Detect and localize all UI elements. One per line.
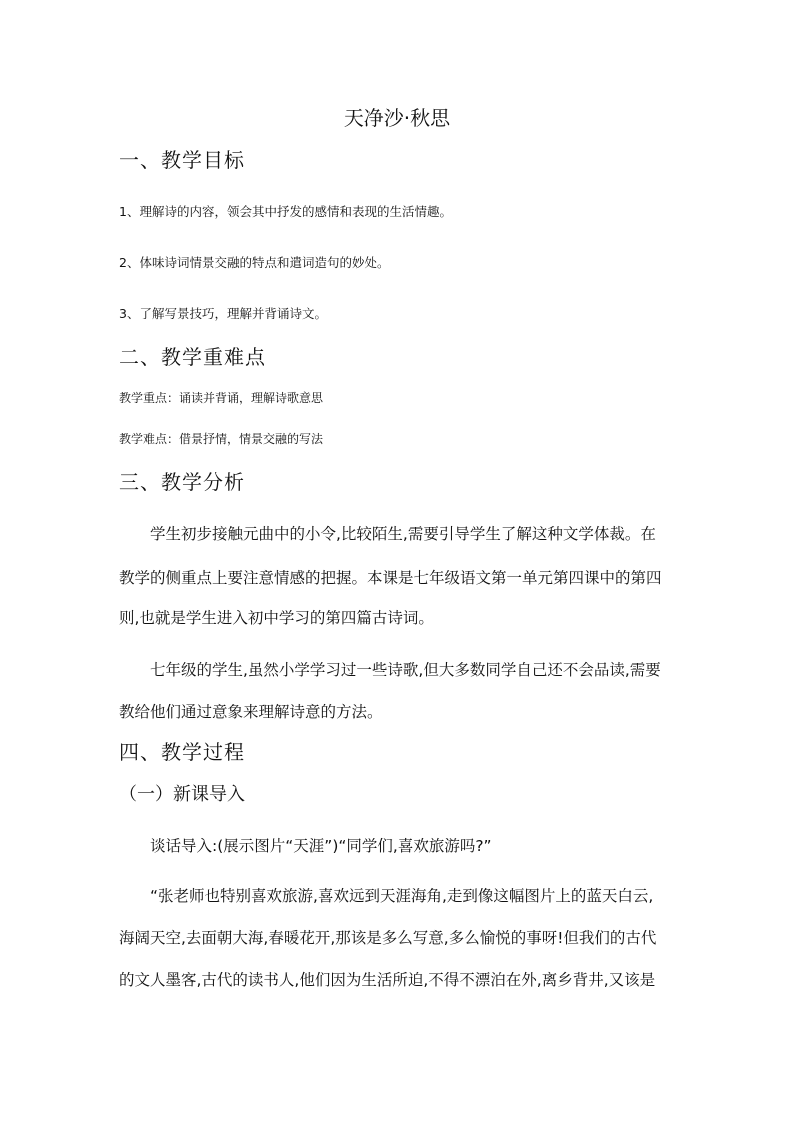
analysis-paragraph-line: 教学的侧重点上要注意情感的把握。本课是七年级语文第一单元第四课中的第四	[119, 569, 662, 587]
document-title: 天净沙·秋思	[343, 106, 451, 130]
section-heading-objectives: 一、教学目标	[119, 148, 245, 172]
subsection-heading-intro: （一）新课导入	[119, 784, 245, 805]
analysis-paragraph-line: 七年级的学生,虽然小学学习过一些诗歌,但大多数同学自己还不会品读,需要	[150, 661, 661, 679]
objective-item: 2、体味诗词情景交融的特点和遣词造句的妙处。	[119, 255, 390, 270]
process-paragraph-line: 的文人墨客,古代的读书人,他们因为生活所迫,不得不漂泊在外,离乡背井,又该是	[119, 971, 656, 989]
process-paragraph-line: 谈话导入:(展示图片“天涯”)“同学们,喜欢旅游吗?”	[150, 837, 492, 855]
analysis-paragraph-line: 则,也就是学生进入初中学习的第四篇古诗词。	[119, 609, 434, 627]
process-paragraph-line: 海阔天空,去面朝大海,春暖花开,那该是多么写意,多么愉悦的事呀!但我们的古代	[119, 929, 657, 947]
analysis-paragraph-line: 学生初步接触元曲中的小令,比较陌生,需要引导学生了解这种文学体裁。在	[150, 525, 656, 543]
process-paragraph-line: “张老师也特别喜欢旅游,喜欢远到天涯海角,走到像这幅图片上的蓝天白云,	[150, 887, 654, 905]
section-heading-analysis: 三、教学分析	[119, 470, 245, 494]
objective-item: 3、了解写景技巧，理解并背诵诗文。	[119, 306, 327, 321]
key-point-text: 教学重点：诵读并背诵，理解诗歌意思	[119, 391, 324, 405]
section-heading-process: 四、教学过程	[119, 740, 245, 764]
difficulty-text: 教学难点：借景抒情，情景交融的写法	[119, 432, 324, 446]
objective-item: 1、理解诗的内容，领会其中抒发的感情和表现的生活情趣。	[119, 204, 452, 219]
analysis-paragraph-line: 教给他们通过意象来理解诗意的方法。	[119, 703, 383, 721]
section-heading-key-points: 二、教学重难点	[119, 345, 266, 369]
